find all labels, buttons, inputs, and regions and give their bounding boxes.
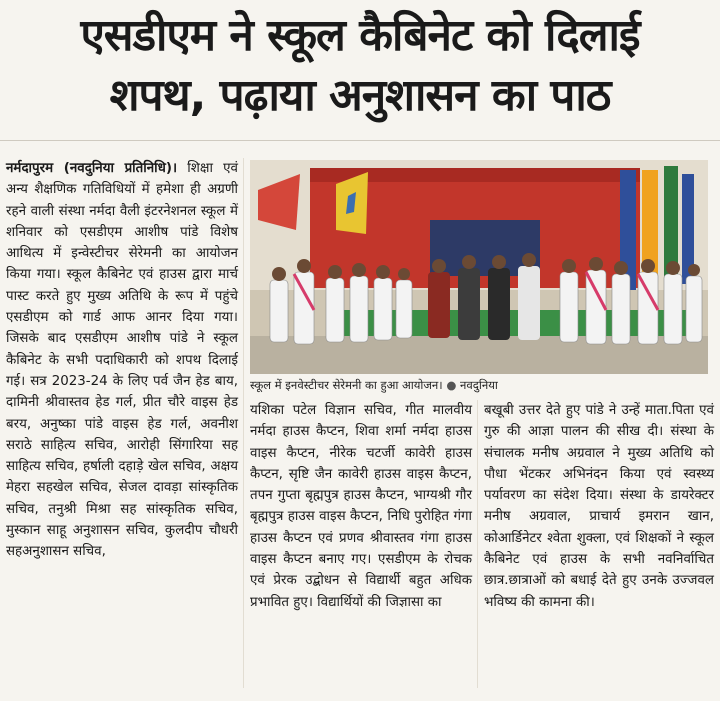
event-photo-illustration — [250, 160, 708, 374]
article-column-2: यशिका पटेल विज्ञान सचिव, गीत मालवीय नर्मदा हाउस कैप्टन, शिवा शर्मा नर्मदा हाउस वाइस कैप्टन, नीरेक चटर्जी कावेरी हाउस कैप्टन, सृष्टि जैन कावेरी हाउस वाइस कैप्टन, तपन गुप्ता बृह्मपुत्र हाउस कैप्टन, भाग्यश्री गौर बृह्मपुत्र हाउस वाइस कैप्टन, निधि पुरोहित गंगा हाउस कैप्टन एवं प्रणव श्रीवास्तव गंगा हाउस वाइस कैप्टन बनाए गए। एसडीएम के रोचक एवं प्रेरक उद्बोधन से विद्यार्थी बहुत अधिक प्रभावित हुए। विद्यार्थियों की जिज्ञासा का — [250, 403, 472, 610]
caption-bullet-icon: ● — [446, 378, 457, 392]
column-divider-2 — [477, 400, 478, 688]
headline-rule — [0, 140, 720, 141]
article-column-1 — [6, 158, 238, 563]
photo-caption — [250, 377, 708, 393]
article-column-3: बखूबी उत्तर देते हुए पांडे ने उन्हें माता.पिता एवं गुरु की आज्ञा पालन की सीख दी। संस्था के संचालक मनीष अग्रवाल ने मुख्य अतिथि को पौधा भेंटकर अभिनंदन किया एवं स्वस्थ्य पर्यावरण का संदेश दिया। संस्था के डायरेक्टर मनीष अग्रवाल, प्राचार्य इमरान खान, कोआर्डिनेटर श्वेता शुक्ला, एवं शिक्षकों ने स्कूल कैबिनेट एवं हाउस के सभी नवनिर्वाचित छात्र.छात्राओं को बधाई देते हुए उनके उज्जवल भविष्य की कामना की। — [484, 403, 714, 610]
headline-line-2: शपथ, पढ़ाया अनुशासन का पाठ — [109, 70, 611, 121]
photo-credit: नवदुनिया — [460, 378, 498, 392]
dateline: नर्मदापुरम (नवदुनिया प्रतिनिधि)। — [6, 161, 178, 176]
column-divider — [243, 158, 244, 688]
headline — [0, 6, 720, 126]
headline-line-1: एसडीएम ने स्कूल कैबिनेट को दिलाई — [80, 10, 640, 61]
photo-caption-text: स्कूल में इनवेस्टीचर सेरेमनी का हुआ आयोजन। — [250, 378, 443, 392]
article-column-1-text: शिक्षा एवं अन्य शैक्षणिक गतिविधियों में हमेशा ही अग्रणी रहने वाली संस्था नर्मदा वैली इंटरनेशनल स्कूल में शनिवार को एसडीएम आशीष पांडे विशेष आथित्य में इन्वेस्टीचर सेरेमनी का आयोजन किया गया। स्कूल कैबिनेट एवं हाउस द्वारा मार्च पास्ट करते हुए मुख्य अतिथि के रूप में पहुंचे एसडीएम को गार्ड आफ आनर दिया गया। जिसके बाद एसडीएम आशीष पांडे ने स्कूल कैबिनेट के सभी पदाधिकारी को शपथ दिलाई गई। सत्र 2023-24 के लिए पर्व जैन हेड बाय, दामिनी श्रीवास्तव हेड गर्ल, प्रीत चौरे वाइस हेड बरय, अनुष्का पांडे वाइस हेड गर्ल, अवनीश सराठे साहित्य सचिव, आरोही सिंगारिया सह साहित्य सचिव, हर्षाली दहाड़े खेल सचिव, अक्षय मेहरा सहखेल सचिव, सेजल दावड़ा सांस्कृतिक सचिव, तनुश्री मिश्रा सह सांस्कृतिक सचिव, मुस्कान साहू अनुशासन सचिव, कुलदीप चौधरी सहअनुशासन सचिव, — [6, 161, 238, 560]
event-photo — [250, 160, 708, 374]
